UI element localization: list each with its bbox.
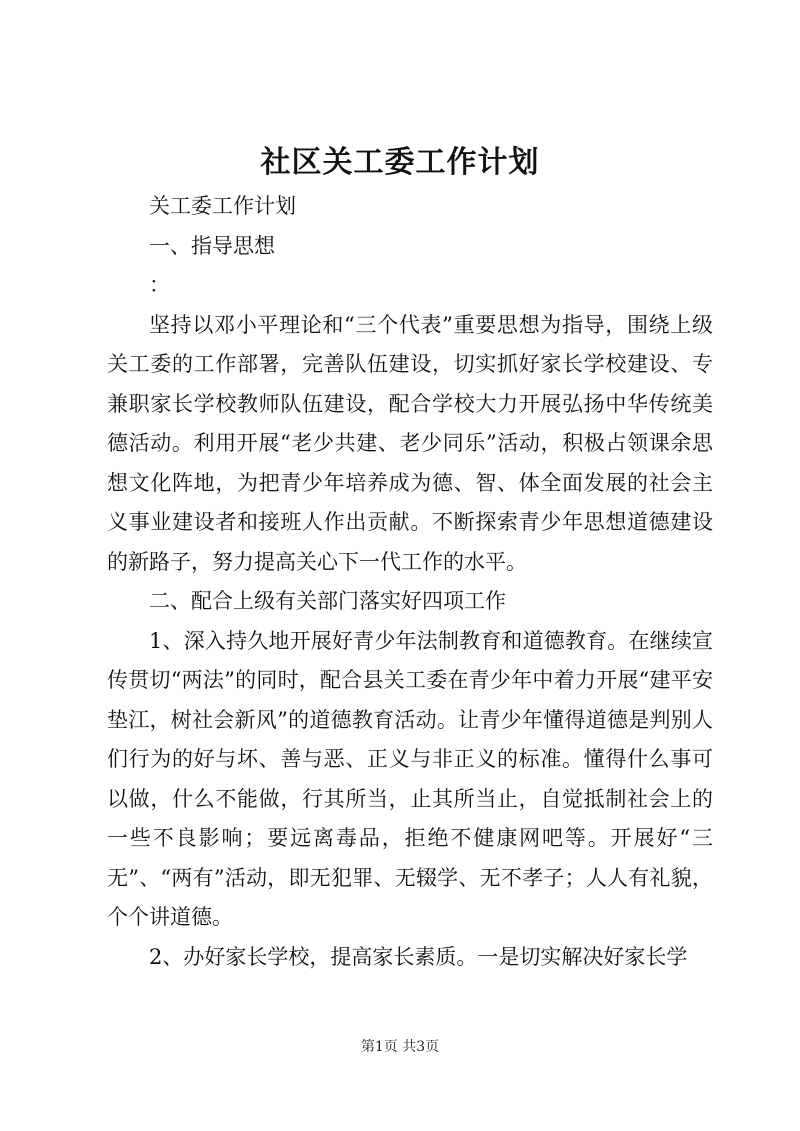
paragraph-colon: ： (149, 273, 170, 297)
paragraph-task-2: 2、办好家长学校，提高家长素质。一是切实解决好家长学 (149, 944, 688, 969)
paragraph-task-1: 1、深入持久地开展好青少年法制教育和道德教育。在继续宣传贯切“两法”的同时，配合县关工委在青少年中着力开展“建平安垫江，树社会新风”的道德教育活动。让青少年懂得道德是判别人们行为的好与坏、善与恶、正义与非正义的标准。懂得什么事可以做，什么不能做，行其所当，止其所当止，自觉抵制社会上的一些不良影响；要远离毒品，拒绝不健康网吧等。开展好“三无”、“两有”活动，即无犯罪、无辍学、无不孝子；人人有礼貌，个个讲道德。 (107, 628, 713, 929)
paragraph-guiding-ideology: 坚持以邓小平理论和“三个代表”重要思想为指导，围绕上级关工委的工作部署，完善队伍建设，切实抓好家长学校建设、专兼职家长学校教师队伍建设，配合学校大力开展弘扬中华传统美德活动。利用开展“老少共建、老少同乐”活动，积极占领课余思想文化阵地，为把青少年培养成为德、智、体全面发展的社会主义事业建设者和接班人作出贡献。不断探索青少年思想道德建设的新路子，努力提高关心下一代工作的水平。 (107, 312, 713, 574)
section-heading-four-tasks: 二、配合上级有关部门落实好四项工作 (149, 589, 506, 613)
page-footer: 第1页 共3页 (360, 1039, 440, 1055)
document-body (107, 187, 713, 977)
document-title: 社区关工委工作计划 (260, 145, 540, 180)
section-heading-guiding-ideology: 一、指导思想 (149, 233, 275, 258)
paragraph-subtitle: 关工委工作计划 (149, 194, 296, 218)
